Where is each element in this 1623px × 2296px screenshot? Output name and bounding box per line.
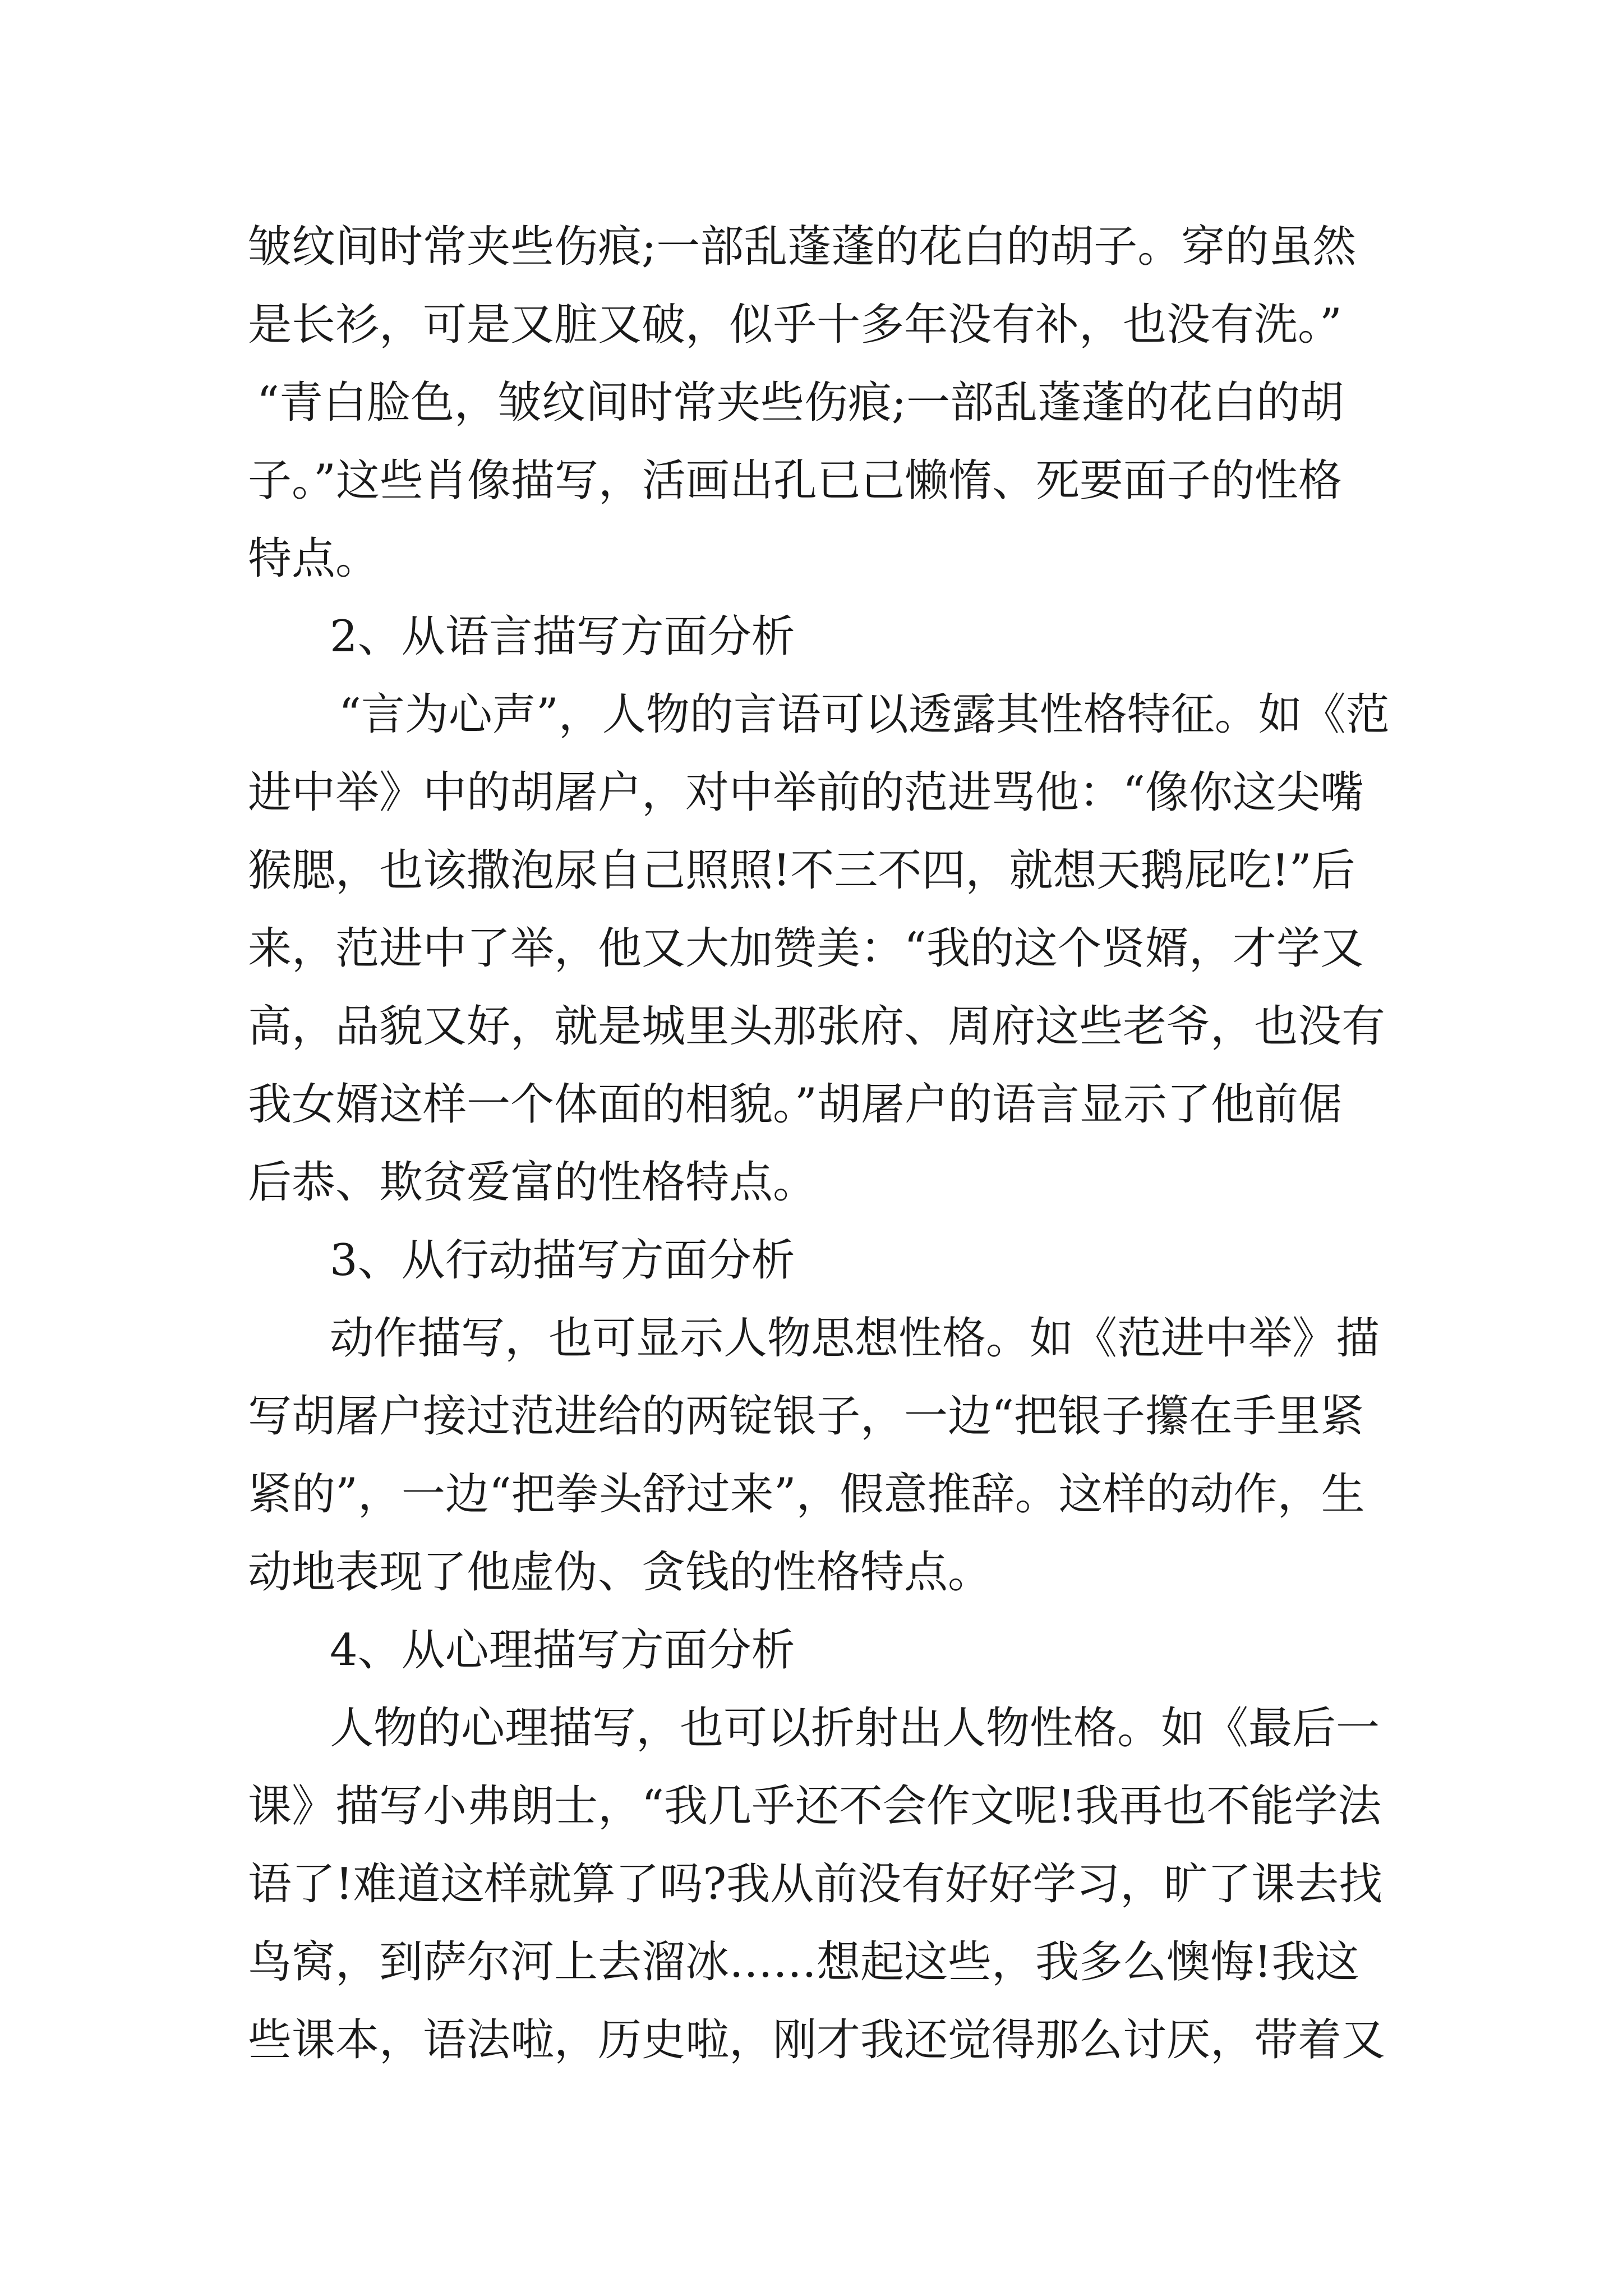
section-heading: 2、从语言描写方面分析 xyxy=(330,611,795,662)
text-line: 我女婿这样一个体面的相貌。”胡屠户的语言显示了他前倨 xyxy=(248,1079,1342,1130)
text-line: 猴腮，也该撒泡尿自己照照!不三不四，就想天鹅屁吃!”后 xyxy=(248,845,1355,896)
paragraph-first-line: “言为心声”，人物的言语可以透露其性格特征。如《范 xyxy=(339,689,1390,740)
text-line: 紧的”，一边“把拳头舒过来”，假意推辞。这样的动作，生 xyxy=(248,1469,1365,1520)
section-heading: 3、从行动描写方面分析 xyxy=(330,1235,795,1286)
text-line: 皱纹间时常夹些伤痕;一部乱蓬蓬的花白的胡子。穿的虽然 xyxy=(248,222,1357,272)
section-heading: 4、从心理描写方面分析 xyxy=(330,1625,795,1676)
text-line: 高，品貌又好，就是城里头那张府、周府这些老爷，也没有 xyxy=(248,1001,1386,1052)
text-line: 后恭、欺贫爱富的性格特点。 xyxy=(248,1157,817,1208)
text-line: 动地表现了他虚伪、贪钱的性格特点。 xyxy=(248,1547,992,1598)
text-line: 课》描写小弗朗士，“我几乎还不会作文呢!我再也不能学法 xyxy=(248,1781,1382,1832)
text-line: 来，范进中了举，他又大加赞美：“我的这个贤婿，才学又 xyxy=(248,923,1364,974)
text-line: 子。”这些肖像描写，活画出孔已己懒惰、死要面子的性格 xyxy=(248,455,1342,506)
text-line: 语了!难道这样就算了吗?我从前没有好好学习，旷了课去找 xyxy=(248,1859,1383,1910)
text-line: 鸟窝，到萨尔河上去溜冰……想起这些，我多么懊悔!我这 xyxy=(248,1937,1359,1987)
paragraph-first-line: 动作描写，也可显示人物思想性格。如《范进中举》描 xyxy=(330,1313,1380,1364)
text-line: 进中举》中的胡屠户，对中举前的范进骂他：“像你这尖嘴 xyxy=(248,767,1364,818)
text-line: 是长衫，可是又脏又破，似乎十多年没有补，也没有洗。” xyxy=(248,300,1342,350)
paragraph-first-line: 人物的心理描写，也可以折射出人物性格。如《最后一 xyxy=(330,1703,1380,1754)
text-line: 写胡屠户接过范进给的两锭银子，一边“把银子攥在手里紧 xyxy=(248,1391,1364,1442)
text-line: 特点。 xyxy=(248,533,380,584)
text-line: “青白脸色，皱纹间时常夹些伤痕;一部乱蓬蓬的花白的胡 xyxy=(257,378,1344,428)
text-line: 些课本，语法啦，历史啦，刚才我还觉得那么讨厌，带着又 xyxy=(248,2015,1386,2065)
